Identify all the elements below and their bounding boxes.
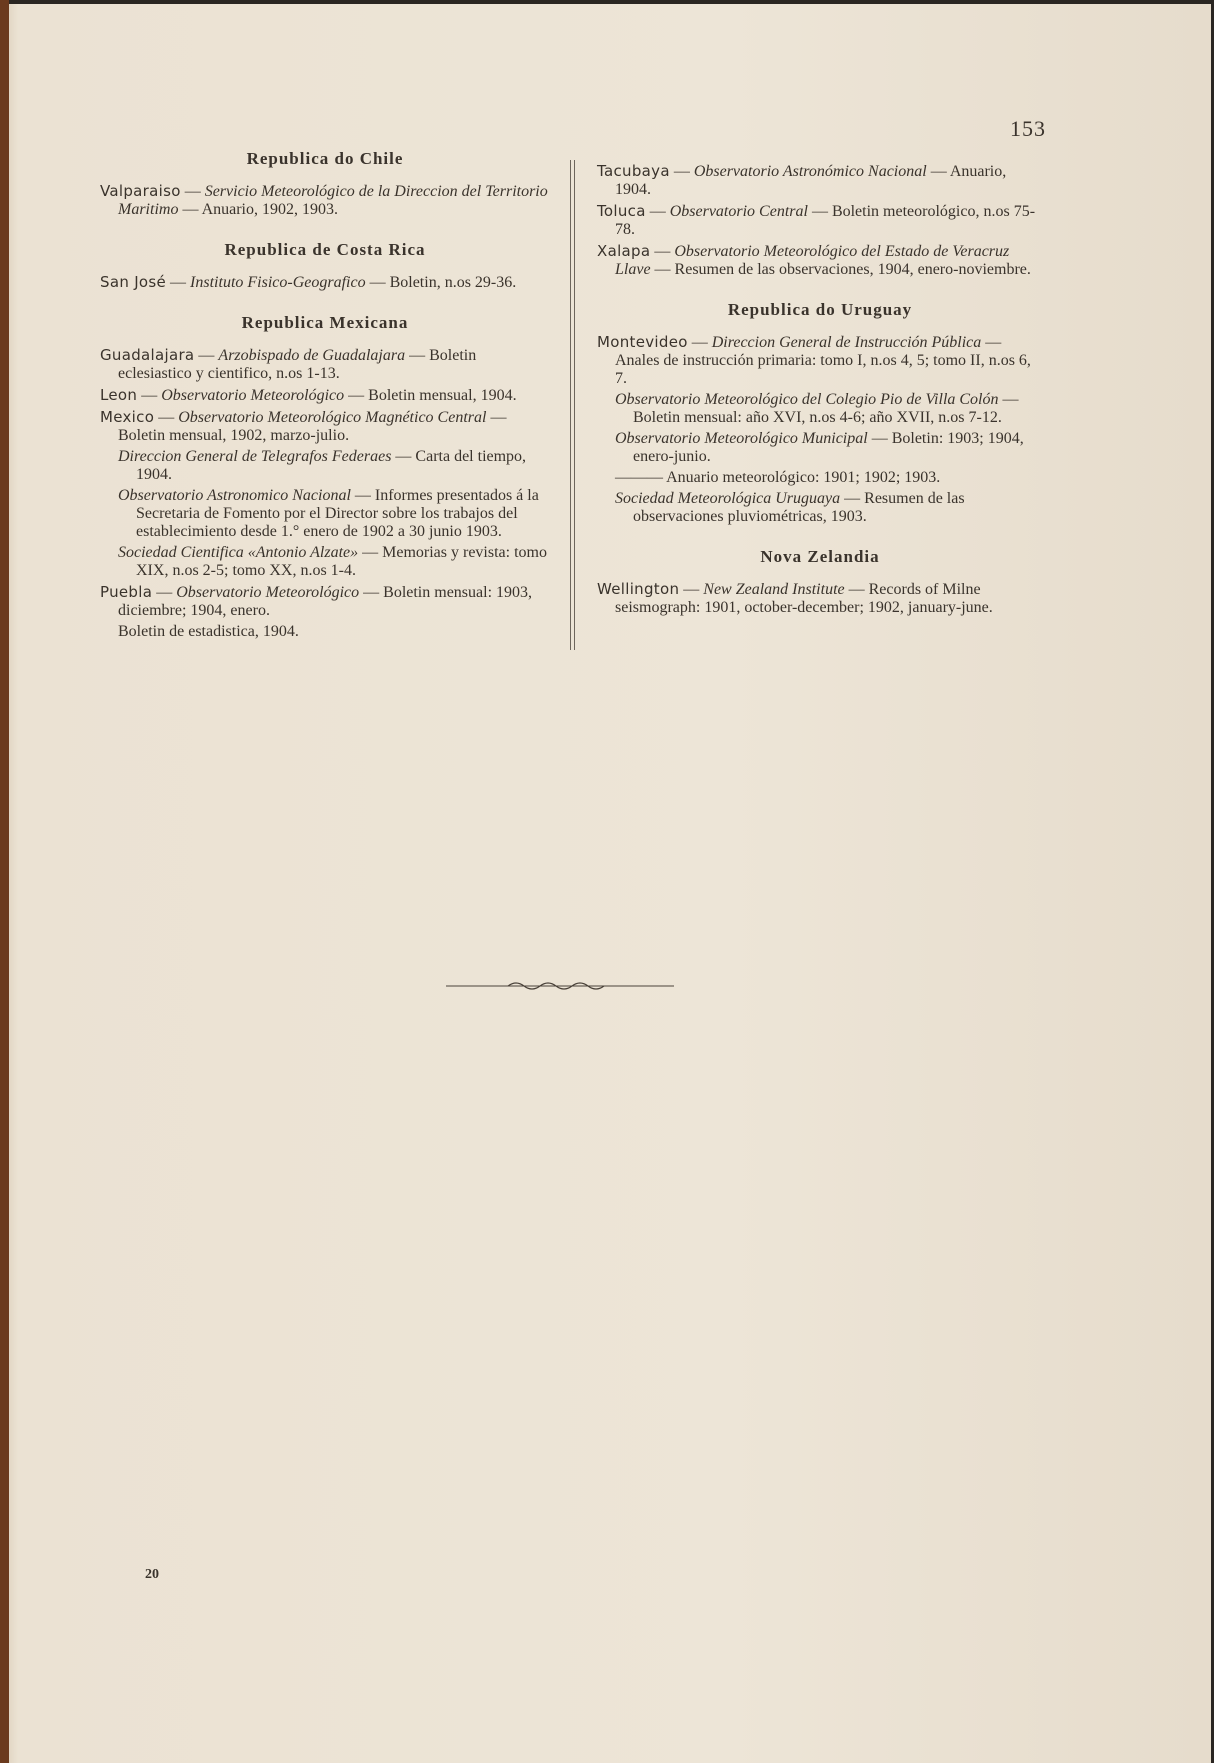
entry-details: — Informes presentados á la Secretaria de Fomento por el Director sobre los trabajos del establecimiento desde 1.° enero de 1902 a 30 junio 1903.	[136, 487, 539, 540]
entry-details: — Boletin mensual, 1902, marzo-julio.	[118, 409, 507, 444]
signature-mark: 20	[145, 1567, 159, 1582]
entry-san-jose	[100, 273, 550, 292]
right-column	[597, 162, 1043, 620]
entry-details: — Boletin meteorológico, n.os 75-78.	[615, 203, 1036, 238]
entry-key: Xalapa	[597, 242, 651, 260]
entry-institution: Sociedad Meteorológica Uruguaya	[615, 490, 841, 507]
entry-details: — Resumen de las observaciones, 1904, enero-noviembre.	[650, 261, 1031, 278]
entry-details: — Boletin, n.os 29-36.	[365, 274, 517, 291]
entry-details: — Carta del tiempo, 1904.	[136, 448, 527, 483]
entry-dash: —	[180, 183, 205, 200]
entry-puebla	[100, 583, 550, 620]
left-column	[100, 150, 550, 644]
entry-key: Montevideo	[597, 333, 688, 351]
entry-details: — Boletin: 1903; 1904, enero-junio.	[633, 430, 1024, 465]
entry-key: Guadalajara	[100, 346, 195, 364]
entry-institution: Observatorio Meteorológico Municipal	[615, 430, 868, 447]
heading-nova-zelandia: Nova Zelandia	[760, 547, 880, 566]
entry-details: — Boletin mensual, 1904.	[344, 387, 517, 404]
entry-guadalajara	[100, 346, 550, 383]
entry-sociedad-uruguaya	[597, 490, 1043, 526]
entry-institution: Observatorio Meteorológico Magnético Central	[178, 409, 487, 426]
entry-institution: Direccion General de Instrucción Pública	[711, 334, 982, 351]
entry-key: Leon	[100, 386, 138, 404]
entry-observatorio-municipal	[597, 430, 1043, 466]
entry-sociedad-alzate	[100, 544, 550, 580]
entry-dash: —	[166, 274, 191, 291]
end-ornament	[446, 979, 674, 993]
heading-mexicana: Republica Mexicana	[241, 313, 409, 332]
entry-key: Wellington	[597, 580, 680, 598]
entry-institution: Instituto Fisico-Geografico	[190, 274, 366, 291]
entry-key: Tacubaya	[597, 162, 670, 180]
heading-chile: Republica do Chile	[246, 149, 404, 168]
entry-key: Valparaiso	[100, 182, 181, 200]
entry-key: San José	[100, 273, 167, 291]
entry-anuario-meteorologico: ——— Anuario meteorológico: 1901; 1902; 1903.	[615, 469, 941, 486]
entry-details: — Anuario, 1904.	[615, 163, 1007, 198]
entry-dash: —	[650, 243, 675, 260]
entry-institution: Observatorio Meteorológico del Colegio Pio de Villa Colón	[615, 391, 999, 408]
entry-details: — Boletin eclesiastico y cientifico, n.os 1-13.	[118, 347, 477, 382]
page-number: 153	[1010, 116, 1046, 141]
entry-details: — Resumen de las observaciones pluviométricas, 1903.	[633, 490, 965, 525]
heading-costa-rica: Republica de Costa Rica	[224, 240, 426, 259]
entry-institution: Observatorio Astronomico Nacional	[118, 487, 351, 504]
entry-dash: —	[154, 409, 179, 426]
entry-montevideo	[597, 333, 1043, 388]
column-rule	[574, 160, 575, 650]
entry-observatorio-astronomico	[100, 487, 550, 541]
entry-toluca	[597, 202, 1043, 239]
entry-institution: New Zealand Institute	[703, 581, 845, 598]
entry-key: Mexico	[100, 408, 155, 426]
entry-institution: Observatorio Meteorológico del Estado de Veracruz Llave	[615, 243, 1010, 278]
scan-top-edge	[0, 0, 1214, 4]
entry-direccion-telegrafos	[100, 448, 550, 484]
column-rule	[570, 160, 571, 650]
entry-boletin-estadistica: Boletin de estadistica, 1904.	[118, 623, 299, 640]
scan-binding-edge	[0, 0, 9, 1763]
entry-colegio-pio	[597, 391, 1043, 427]
entry-mexico	[100, 408, 550, 445]
entry-details: — Boletin mensual: año XVI, n.os 4-6; año XVII, n.os 7-12.	[633, 391, 1019, 426]
heading-uruguay: Republica do Uruguay	[727, 300, 913, 319]
entry-details: — Records of Milne seismograph: 1901, october-december; 1902, january-june.	[615, 581, 993, 616]
entry-institution: Observatorio Astronómico Nacional	[693, 163, 927, 180]
entry-institution: Observatorio Central	[669, 203, 808, 220]
entry-dash: —	[669, 163, 694, 180]
entry-key: Toluca	[597, 202, 646, 220]
entry-xalapa	[597, 242, 1043, 279]
entry-institution: Servicio Meteorológico de la Direccion del Territorio Maritimo	[118, 183, 548, 218]
entry-dash: —	[152, 584, 177, 601]
entry-dash: —	[645, 203, 670, 220]
entry-dash: —	[679, 581, 704, 598]
entry-valparaiso	[100, 182, 550, 219]
entry-details: — Boletin mensual: 1903, diciembre; 1904, enero.	[118, 584, 533, 619]
entry-institution: Arzobispado de Guadalajara	[218, 347, 406, 364]
entry-institution: Observatorio Meteorológico	[176, 584, 360, 601]
entry-dash: —	[137, 387, 162, 404]
entry-details: — Anales de instrucción primaria: tomo I, n.os 4, 5; tomo II, n.os 6, 7.	[615, 334, 1031, 387]
entry-key: Puebla	[100, 583, 153, 601]
entry-leon	[100, 386, 550, 405]
entry-wellington	[597, 580, 1043, 617]
entry-details: — Memorias y revista: tomo XIX, n.os 2-5; tomo XX, n.os 1-4.	[136, 544, 547, 579]
entry-details: — Anuario, 1902, 1903.	[178, 201, 338, 218]
entry-dash: —	[194, 347, 219, 364]
entry-dash: —	[687, 334, 712, 351]
entry-tacubaya	[597, 162, 1043, 199]
entry-institution: Sociedad Cientifica «Antonio Alzate»	[118, 544, 359, 561]
entry-institution: Observatorio Meteorológico	[161, 387, 345, 404]
entry-institution: Direccion General de Telegrafos Federaes	[118, 448, 392, 465]
